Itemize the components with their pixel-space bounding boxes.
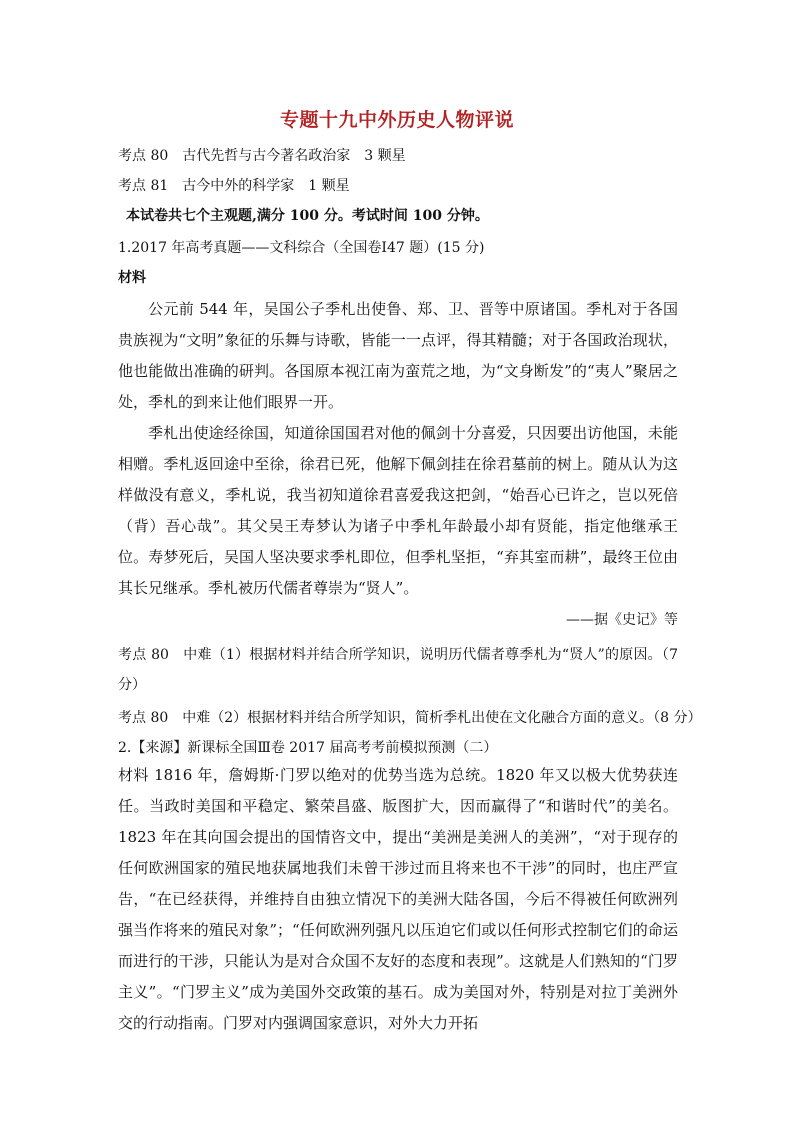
question-1-header: 1.2017 年高考真题——文科综合（全国卷Ⅰ47 题）(15 分) bbox=[118, 240, 485, 256]
question-2-material-text: 材料 1816 年，詹姆斯·门罗以绝对的优势当选为总统。1820 年又以极大优势获连任。当政时美国和平稳定、繁荣昌盛、版图扩大，因而赢得了“和谐时代”的美名。1823 年在其向国会提出的国情咨文中，提出“美洲是美洲人的美洲”，“对于现存的任何欧洲国家的殖民地获属地我们未曾干涉过而且将来也不干涉”的同时，也庄严宣告，“在已经获得，并维持自由独立情况下的美洲大陆各国，今后不得被任何欧洲列强当作将来的殖民对象”；“任何欧洲列强凡以压迫它们或以任何形式控制它们的命运而进行的干涉，只能认为是对合众国不友好的态度和表现”。这就是人们熟知的“门罗主义”。“门罗主义”成为美国外交政策的基石。成为美国对外，特别是对拉丁美洲外交的行动指南。门罗对内强调国家意识，对外大力开拓 bbox=[118, 766, 678, 1032]
material-source: ——据《史记》等 bbox=[566, 612, 678, 628]
question-1-material-continued bbox=[118, 418, 678, 604]
page-title: 专题十九中外历史人物评说 bbox=[279, 109, 514, 131]
question-1-sub-1 bbox=[118, 640, 678, 700]
question-1-sub-2: 考点 80 中难（2）根据材料并结合所学知识，简析季札出使在文化融合方面的意义。（8 分） bbox=[118, 710, 702, 726]
kaodian-80-line: 考点 80 古代先哲与古今著名政治家 3 颗星 bbox=[118, 148, 406, 164]
question-2-header: 2.【来源】新课标全国Ⅲ卷 2017 届高考考前模拟预测（二） bbox=[118, 740, 498, 756]
material-paragraph-1: 公元前 544 年，吴国公子季札出使鲁、郑、卫、晋等中原诸国。季札对于各国贵族视为“文明”象征的乐舞与诗歌，皆能一一点评，得其精髓；对于各国政治现状，他也能做出准确的研判。各国原本视江南为蛮荒之地，为“文身断发”的“夷人”聚居之处，季札的到来让他们眼界一开。 bbox=[118, 300, 678, 411]
exam-instructions: 本试卷共七个主观题,满分 100 分。考试时间 100 分钟。 bbox=[126, 208, 489, 224]
sub-question-1-text: 考点 80 中难（1）根据材料并结合所学知识，说明历代儒者尊季札为“贤人”的原因。（7 分） bbox=[118, 647, 678, 693]
question-2-material bbox=[118, 760, 678, 1039]
question-1-material bbox=[118, 294, 678, 418]
question-1-material-label: 材料 bbox=[118, 270, 146, 286]
kaodian-81-line: 考点 81 古今中外的科学家 1 颗星 bbox=[118, 178, 350, 194]
material-paragraph-2: 季札出使途经徐国，知道徐国国君对他的佩剑十分喜爱，只因要出访他国，未能相赠。季札返回途中至徐，徐君已死，他解下佩剑挂在徐君墓前的树上。随从认为这样做没有意义，季札说，我当初知道徐君喜爱我这把剑，“始吾心已许之，岂以死倍（背）吾心哉”。其父吴王寿梦认为诸子中季札年龄最小却有贤能，指定他继承王位。寿梦死后，吴国人坚决要求季札即位，但季札坚拒，“弃其室而耕”，最终王位由其长兄继承。季札被历代儒者尊崇为“贤人”。 bbox=[118, 424, 678, 597]
